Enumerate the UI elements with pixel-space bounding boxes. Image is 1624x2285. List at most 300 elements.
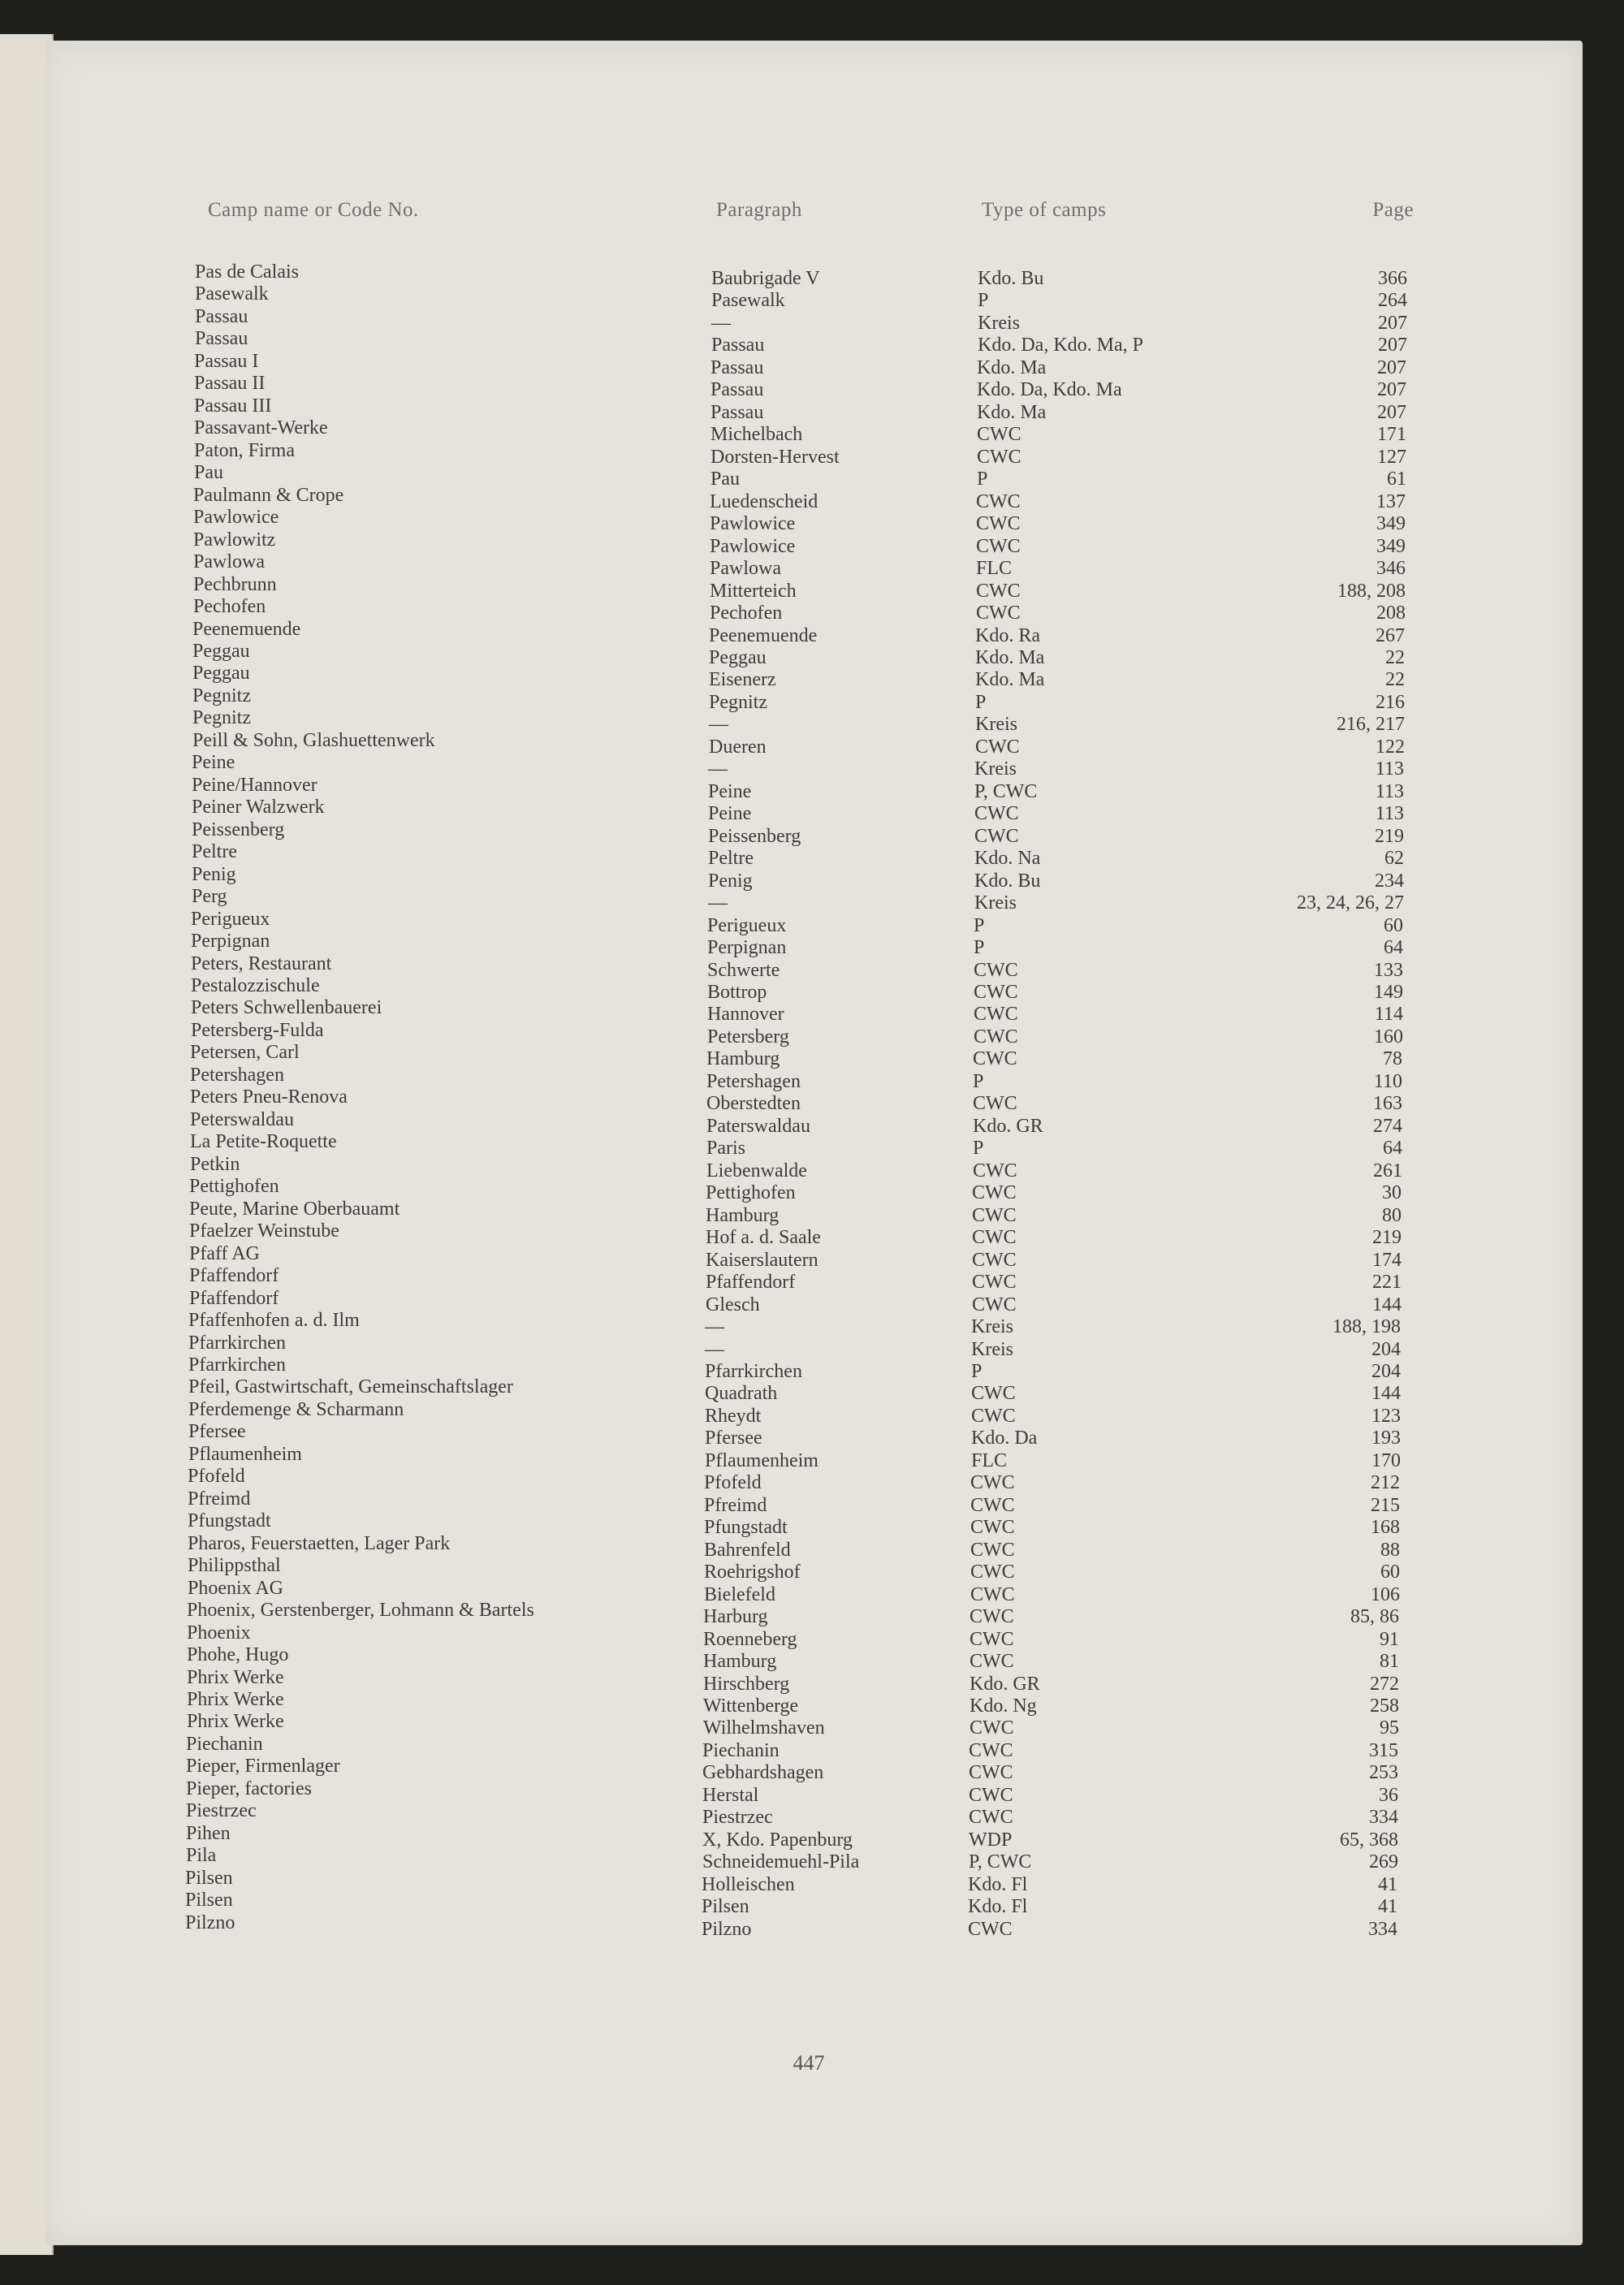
cell-paragraph: Hannover	[707, 1004, 784, 1026]
cell-type-of-camp: Kdo. Ra	[975, 624, 1040, 646]
cell-camp-name: Peill & Sohn, Glashuettenwerk	[192, 729, 435, 751]
cell-camp-name: Pegnitz	[192, 685, 251, 706]
cell-camp-name: Pfaff AG	[189, 1242, 260, 1264]
cell-paragraph: Luedenscheid	[710, 490, 818, 512]
cell-page: 144	[1371, 1383, 1401, 1405]
cell-type-of-camp: CWC	[972, 1204, 1017, 1226]
table-row	[45, 328, 1583, 356]
cell-paragraph: Petershagen	[706, 1070, 801, 1092]
cell-camp-name: Pfaffenhofen a. d. Ilm	[188, 1310, 360, 1332]
cell-camp-name: Pawlowa	[193, 551, 265, 573]
cell-camp-name: Pfarrkirchen	[188, 1354, 286, 1376]
cell-type-of-camp: CWC	[973, 1093, 1017, 1115]
cell-page: 114	[1374, 1004, 1403, 1026]
cell-type-of-camp: FLC	[976, 558, 1013, 580]
cell-page: 334	[1368, 1918, 1397, 1940]
cell-type-of-camp: CWC	[974, 803, 1019, 825]
header-camp-name: Camp name or Code No.	[208, 199, 419, 221]
table-row	[42, 863, 1579, 892]
cell-page: 85, 86	[1350, 1606, 1399, 1628]
cell-type-of-camp: CWC	[972, 1227, 1017, 1249]
cell-paragraph: Peggau	[709, 646, 767, 668]
cell-type-of-camp: CWC	[974, 1026, 1018, 1047]
cell-type-of-camp: CWC	[974, 959, 1018, 981]
table-row	[37, 1756, 1574, 1784]
table-row	[41, 1019, 1579, 1047]
cell-page: 123	[1371, 1405, 1401, 1427]
table-row	[39, 1443, 1576, 1471]
cell-paragraph: Penig	[708, 870, 753, 892]
cell-type-of-camp: CWC	[970, 1472, 1015, 1494]
cell-paragraph: Bottrop	[707, 982, 767, 1003]
table-row	[40, 1265, 1577, 1294]
table-row	[42, 752, 1579, 780]
cell-type-of-camp: CWC	[971, 1405, 1016, 1427]
table-row	[37, 1733, 1574, 1761]
cell-type-of-camp: Kdo. Ma	[975, 646, 1045, 668]
cell-type-of-camp: Kdo. GR	[970, 1673, 1040, 1695]
cell-type-of-camp: P	[977, 469, 988, 490]
cell-camp-name: Phohe, Hugo	[187, 1644, 289, 1666]
cell-paragraph: Peenemuende	[709, 624, 818, 646]
table-row	[45, 439, 1582, 468]
table-row	[44, 484, 1581, 512]
cell-page: 171	[1377, 424, 1406, 446]
cell-camp-name: Passau	[195, 328, 248, 350]
table-row	[37, 1622, 1574, 1650]
table-row	[40, 1220, 1577, 1249]
cell-camp-name: Perpignan	[191, 931, 270, 952]
cell-type-of-camp: P, CWC	[974, 780, 1038, 802]
cell-page: 212	[1371, 1472, 1400, 1494]
cell-page: 216	[1376, 691, 1405, 713]
cell-page: 80	[1382, 1204, 1402, 1226]
cell-camp-name: Pila	[186, 1845, 217, 1867]
cell-page: 137	[1376, 490, 1406, 512]
cell-camp-name: Pieper, Firmenlager	[186, 1756, 340, 1777]
cell-page: 127	[1377, 446, 1406, 468]
cell-type-of-camp: Kdo. Na	[974, 848, 1041, 870]
cell-type-of-camp: Kreis	[971, 1316, 1013, 1338]
cell-camp-name: Peiner Walzwerk	[192, 797, 325, 819]
cell-paragraph: Pfungstadt	[704, 1517, 788, 1539]
cell-type-of-camp: WDP	[969, 1829, 1013, 1851]
table-row	[41, 931, 1579, 959]
cell-type-of-camp: CWC	[973, 1160, 1017, 1181]
cell-type-of-camp: CWC	[976, 490, 1021, 512]
cell-paragraph: Mitterteich	[710, 580, 797, 602]
cell-page: 65, 368	[1340, 1829, 1398, 1851]
cell-page: 346	[1376, 558, 1406, 580]
cell-page: 274	[1373, 1115, 1402, 1137]
cell-page: 113	[1375, 780, 1404, 802]
cell-camp-name: Petersberg-Fulda	[191, 1019, 324, 1041]
cell-paragraph: —	[708, 892, 728, 914]
cell-paragraph: Pawlowice	[710, 513, 796, 535]
cell-type-of-camp: CWC	[974, 825, 1019, 847]
cell-camp-name: Pfaffendorf	[189, 1265, 279, 1287]
cell-camp-name: Peters Schwellenbauerei	[191, 997, 382, 1019]
cell-camp-name: Piestrzec	[186, 1800, 257, 1822]
cell-paragraph: Gebhardshagen	[702, 1762, 824, 1784]
cell-camp-name: Perigueux	[191, 908, 270, 930]
table-row	[44, 596, 1581, 624]
cell-page: 81	[1380, 1651, 1399, 1673]
cell-type-of-camp: CWC	[970, 1606, 1014, 1628]
cell-page: 258	[1370, 1695, 1399, 1717]
cell-paragraph: Glesch	[706, 1294, 760, 1315]
table-row	[41, 1131, 1578, 1160]
cell-page: 149	[1374, 982, 1403, 1003]
cell-page: 41	[1378, 1896, 1397, 1918]
cell-camp-name: Perg	[192, 886, 227, 908]
table-row	[36, 1911, 1573, 1940]
cell-paragraph: Bahrenfeld	[704, 1539, 791, 1561]
table-row	[45, 305, 1583, 334]
table-row	[43, 685, 1580, 713]
table-row	[43, 729, 1580, 758]
cell-type-of-camp: CWC	[970, 1517, 1015, 1539]
table-row	[44, 529, 1581, 557]
cell-paragraph: Harburg	[703, 1606, 768, 1628]
cell-camp-name: Pferdemenge & Scharmann	[188, 1398, 404, 1420]
cell-page: 170	[1371, 1449, 1401, 1471]
cell-camp-name: Pau	[194, 462, 223, 484]
cell-type-of-camp: Kdo. Da, Kdo. Ma	[977, 379, 1122, 401]
cell-type-of-camp: Kreis	[974, 892, 1017, 914]
table-row	[38, 1510, 1575, 1539]
cell-type-of-camp: CWC	[969, 1762, 1013, 1784]
table-row	[41, 975, 1579, 1003]
cell-type-of-camp: CWC	[976, 535, 1021, 557]
header-page: Page	[1372, 199, 1414, 221]
cell-type-of-camp: Kreis	[975, 714, 1017, 736]
cell-page: 23, 24, 26, 27	[1297, 892, 1404, 914]
cell-type-of-camp: CWC	[974, 982, 1018, 1003]
table-row	[45, 462, 1582, 490]
cell-page: 264	[1378, 290, 1407, 312]
cell-paragraph: Peissenberg	[708, 825, 801, 847]
cell-paragraph: Pettighofen	[706, 1182, 796, 1204]
cell-camp-name: Petersen, Carl	[190, 1042, 300, 1064]
table-row	[38, 1532, 1575, 1561]
cell-camp-name: Pasewalk	[195, 283, 269, 305]
cell-type-of-camp: CWC	[974, 1004, 1018, 1026]
table-row	[42, 886, 1579, 914]
table-row	[41, 1086, 1578, 1115]
cell-paragraph: X, Kdo. Papenburg	[702, 1829, 853, 1851]
table-row	[41, 1042, 1578, 1070]
cell-page: 349	[1376, 513, 1406, 535]
cell-paragraph: Schneidemuehl-Pila	[702, 1851, 860, 1873]
cell-type-of-camp: CWC	[972, 1249, 1017, 1271]
cell-paragraph: Hirschberg	[703, 1673, 790, 1695]
cell-camp-name: Philippsthal	[188, 1555, 281, 1577]
cell-paragraph: Passau	[711, 335, 765, 356]
cell-page: 193	[1371, 1428, 1401, 1449]
cell-camp-name: Peggau	[192, 663, 250, 685]
cell-camp-name: Peters Pneu-Renova	[190, 1086, 348, 1108]
table-row	[37, 1777, 1574, 1806]
table-row	[45, 350, 1582, 378]
cell-type-of-camp: Kdo. Ma	[977, 401, 1047, 423]
cell-camp-name: Phrix Werke	[187, 1689, 284, 1710]
cell-paragraph: Piechanin	[702, 1739, 780, 1761]
cell-camp-name: Pilsen	[185, 1890, 233, 1911]
cell-page: 204	[1371, 1338, 1401, 1360]
table-row	[41, 997, 1579, 1026]
cell-paragraph: Quadrath	[705, 1383, 778, 1405]
cell-type-of-camp: CWC	[969, 1784, 1013, 1806]
cell-camp-name: Pfofeld	[188, 1466, 245, 1488]
cell-type-of-camp: CWC	[970, 1583, 1015, 1605]
cell-page: 41	[1378, 1873, 1397, 1895]
cell-camp-name: Pfreimd	[188, 1488, 251, 1510]
cell-paragraph: Baubrigade V	[711, 268, 820, 289]
cell-page: 208	[1376, 603, 1406, 624]
cell-page: 207	[1378, 335, 1407, 356]
cell-page: 91	[1380, 1628, 1399, 1650]
cell-camp-name: Pfaffendorf	[189, 1287, 279, 1309]
cell-page: 216, 217	[1337, 714, 1405, 736]
cell-paragraph: Paterswaldau	[706, 1115, 810, 1137]
table-row	[37, 1711, 1574, 1739]
table-row	[43, 618, 1580, 646]
cell-paragraph: Eisenerz	[709, 669, 776, 691]
cell-paragraph: Hamburg	[706, 1048, 780, 1070]
table-row	[45, 417, 1582, 446]
cell-page: 60	[1380, 1561, 1400, 1583]
cell-camp-name: Pegnitz	[192, 707, 251, 729]
cell-page: 204	[1371, 1360, 1401, 1382]
book-page	[45, 41, 1583, 2245]
table-row	[44, 573, 1581, 602]
table-row	[41, 952, 1579, 981]
cell-type-of-camp: CWC	[977, 446, 1021, 468]
column-header-row	[45, 199, 1583, 231]
cell-page: 221	[1372, 1272, 1402, 1294]
cell-camp-name: Passau	[195, 305, 248, 327]
cell-camp-name: Pharos, Feuerstaetten, Lager Park	[188, 1532, 451, 1554]
cell-type-of-camp: CWC	[968, 1918, 1013, 1940]
cell-type-of-camp: P	[971, 1360, 983, 1382]
cell-camp-name: Peine/Hannover	[192, 774, 317, 796]
cell-paragraph: —	[709, 714, 728, 736]
cell-page: 36	[1379, 1784, 1398, 1806]
cell-camp-name: Piechanin	[186, 1733, 263, 1755]
cell-paragraph: Michelbach	[710, 424, 803, 446]
cell-page: 207	[1377, 356, 1406, 378]
cell-paragraph: Wilhelmshaven	[703, 1717, 825, 1739]
cell-camp-name: Petkin	[190, 1153, 240, 1175]
cell-type-of-camp: CWC	[969, 1807, 1013, 1829]
table-row	[41, 1153, 1578, 1181]
cell-paragraph: Pechofen	[710, 603, 783, 624]
cell-paragraph: Pilsen	[702, 1896, 749, 1918]
cell-camp-name: Peissenberg	[192, 819, 285, 840]
cell-page: 22	[1385, 646, 1405, 668]
cell-page: 272	[1370, 1673, 1399, 1695]
cell-type-of-camp: CWC	[972, 1182, 1017, 1204]
cell-page: 95	[1380, 1717, 1399, 1739]
cell-page: 366	[1378, 268, 1407, 289]
cell-type-of-camp: CWC	[972, 1272, 1017, 1294]
cell-type-of-camp: P	[974, 937, 985, 959]
table-row	[43, 640, 1580, 668]
cell-paragraph: —	[705, 1316, 724, 1338]
table-row	[45, 283, 1583, 312]
cell-camp-name: Pfersee	[188, 1421, 246, 1443]
cell-type-of-camp: P	[975, 691, 987, 713]
cell-camp-name: Phoenix	[187, 1622, 251, 1644]
cell-camp-name: Pihen	[186, 1822, 231, 1844]
cell-paragraph: Peine	[708, 780, 752, 802]
table-row	[45, 395, 1582, 423]
cell-type-of-camp: Kreis	[971, 1338, 1013, 1360]
cell-camp-name: Pfarrkirchen	[188, 1332, 286, 1354]
cell-camp-name: Phoenix AG	[188, 1577, 284, 1599]
cell-paragraph: Pflaumenheim	[705, 1449, 818, 1471]
cell-camp-name: Pflaumenheim	[188, 1443, 302, 1465]
cell-paragraph: Pilzno	[702, 1918, 752, 1940]
cell-type-of-camp: Kdo. Bu	[978, 268, 1044, 289]
cell-paragraph: Pfreimd	[704, 1494, 767, 1516]
table-row	[42, 819, 1579, 847]
cell-type-of-camp: CWC	[970, 1494, 1015, 1516]
cell-paragraph: Roehrigshof	[704, 1561, 801, 1583]
cell-paragraph: Dueren	[709, 736, 767, 758]
cell-paragraph: Passau	[710, 401, 764, 423]
cell-type-of-camp: Kdo. Ng	[970, 1695, 1037, 1717]
cell-camp-name: Pas de Calais	[195, 261, 299, 283]
cell-page: 207	[1378, 312, 1407, 334]
cell-paragraph: Oberstedten	[706, 1093, 801, 1115]
cell-page: 64	[1384, 937, 1403, 959]
cell-paragraph: —	[711, 312, 731, 334]
table-row	[37, 1822, 1574, 1851]
cell-page: 168	[1371, 1517, 1400, 1539]
cell-page: 144	[1372, 1294, 1402, 1315]
table-row	[40, 1176, 1577, 1204]
cell-page: 215	[1371, 1494, 1400, 1516]
table-row	[37, 1644, 1574, 1673]
cell-type-of-camp: P	[974, 914, 985, 936]
table-row	[39, 1421, 1576, 1449]
table-row	[38, 1555, 1575, 1583]
cell-paragraph: Liebenwalde	[706, 1160, 807, 1181]
cell-paragraph: Hamburg	[703, 1651, 777, 1673]
cell-type-of-camp: P	[973, 1070, 984, 1092]
cell-paragraph: Perigueux	[707, 914, 787, 936]
cell-type-of-camp: CWC	[970, 1561, 1015, 1583]
table-row	[40, 1242, 1577, 1271]
cell-type-of-camp: Kreis	[978, 312, 1020, 334]
cell-type-of-camp: CWC	[969, 1739, 1013, 1761]
cell-page: 234	[1375, 870, 1404, 892]
cell-paragraph: Pfaffendorf	[706, 1272, 796, 1294]
cell-camp-name: Pfaelzer Weinstube	[189, 1220, 339, 1242]
cell-paragraph: Rheydt	[705, 1405, 762, 1427]
cell-type-of-camp: CWC	[970, 1539, 1015, 1561]
cell-camp-name: Passavant-Werke	[194, 417, 328, 439]
cell-camp-name: Paton, Firma	[194, 439, 295, 461]
cell-paragraph: Hof a. d. Saale	[706, 1227, 821, 1249]
cell-type-of-camp: CWC	[970, 1717, 1014, 1739]
cell-type-of-camp: CWC	[975, 736, 1020, 758]
cell-page: 269	[1369, 1851, 1398, 1873]
table-row	[37, 1845, 1574, 1873]
table-row	[39, 1376, 1576, 1405]
cell-paragraph: Piestrzec	[702, 1807, 773, 1829]
table-row	[37, 1666, 1574, 1695]
cell-type-of-camp: CWC	[976, 580, 1021, 602]
cell-paragraph: Holleischen	[702, 1873, 795, 1895]
cell-paragraph: Herstal	[702, 1784, 759, 1806]
cell-page: 160	[1374, 1026, 1403, 1047]
cell-type-of-camp: Kdo. Fl	[968, 1896, 1028, 1918]
cell-page: 253	[1369, 1762, 1398, 1784]
cell-page: 60	[1384, 914, 1403, 936]
table-row	[38, 1466, 1575, 1494]
cell-paragraph: Hamburg	[706, 1204, 780, 1226]
cell-camp-name: Petershagen	[190, 1064, 284, 1086]
table-row	[38, 1577, 1575, 1605]
cell-camp-name: Passau I	[194, 350, 259, 372]
cell-page: 188, 208	[1337, 580, 1406, 602]
cell-type-of-camp: CWC	[976, 603, 1021, 624]
cell-paragraph: Paris	[706, 1138, 745, 1160]
cell-camp-name: Phrix Werke	[187, 1666, 284, 1688]
cell-paragraph: —	[708, 758, 728, 780]
cell-camp-name: Peltre	[192, 841, 237, 863]
table-row	[38, 1488, 1575, 1516]
cell-paragraph: Pawlowa	[710, 558, 781, 580]
cell-camp-name: Peterswaldau	[190, 1108, 294, 1130]
cell-camp-name: Phoenix, Gerstenberger, Lohmann & Bartels	[187, 1600, 534, 1622]
cell-camp-name: La Petite-Roquette	[190, 1131, 337, 1153]
cell-paragraph: Dorsten-Hervest	[710, 446, 840, 468]
cell-page: 78	[1383, 1048, 1402, 1070]
cell-page: 110	[1373, 1070, 1402, 1092]
cell-type-of-camp: CWC	[972, 1294, 1017, 1315]
cell-type-of-camp: CWC	[973, 1048, 1017, 1070]
table-row	[41, 908, 1579, 936]
cell-camp-name: Penig	[192, 863, 236, 885]
cell-page: 22	[1385, 669, 1405, 691]
cell-camp-name: Peine	[192, 752, 235, 774]
cell-page: 113	[1375, 758, 1404, 780]
cell-paragraph: Schwerte	[707, 959, 780, 981]
cell-page: 163	[1373, 1093, 1402, 1115]
cell-paragraph: Kaiserslautern	[706, 1249, 818, 1271]
cell-type-of-camp: Kdo. Ma	[977, 356, 1047, 378]
table-row	[42, 797, 1579, 825]
cell-page: 207	[1377, 379, 1406, 401]
cell-page: 88	[1380, 1539, 1400, 1561]
cell-type-of-camp: FLC	[971, 1449, 1008, 1471]
cell-page: 106	[1371, 1583, 1400, 1605]
table-row	[37, 1800, 1574, 1829]
cell-camp-name: Pieper, factories	[186, 1777, 312, 1799]
cell-paragraph: Bielefeld	[704, 1583, 775, 1605]
cell-paragraph: Roenneberg	[703, 1628, 797, 1650]
table-row	[43, 663, 1580, 691]
cell-camp-name: Peters, Restaurant	[191, 952, 332, 974]
cell-camp-name: Phrix Werke	[187, 1711, 284, 1733]
table-row	[36, 1867, 1573, 1895]
cell-camp-name: Pawlowice	[193, 507, 279, 529]
cell-type-of-camp: Kdo. Ma	[975, 669, 1045, 691]
